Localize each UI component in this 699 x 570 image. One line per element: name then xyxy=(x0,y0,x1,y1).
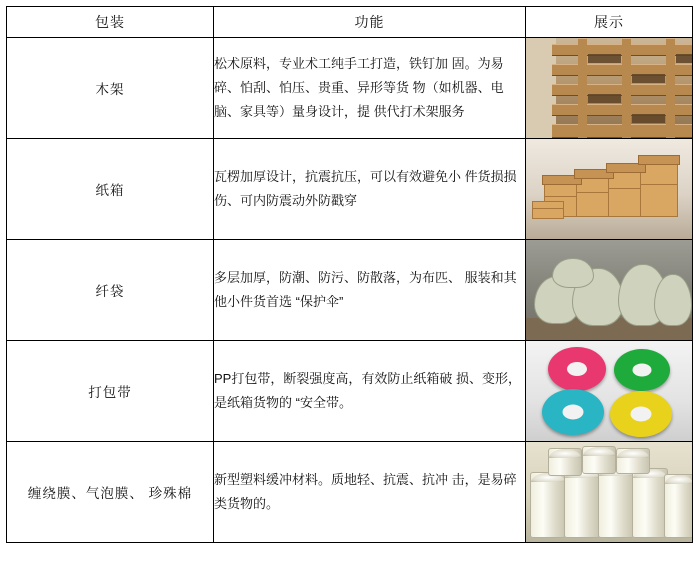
cell-packaging-name: 纸箱 xyxy=(7,139,214,240)
cell-display-image xyxy=(526,240,693,341)
stretch-film-photo xyxy=(526,442,692,542)
cell-function-text: PP打包带，断裂强度高，有效防止纸箱破 损、变形，是纸箱货物的 “安全带。 xyxy=(214,341,526,442)
cell-function-text: 多层加厚，防潮、防污、防散落，为布匹、 服装和其他小件货首选 “保护伞” xyxy=(214,240,526,341)
strapping-roll-photo xyxy=(526,341,692,441)
cell-display-image xyxy=(526,442,693,543)
column-header-function: 功能 xyxy=(214,7,526,38)
cell-packaging-name: 木架 xyxy=(7,38,214,139)
cell-display-image xyxy=(526,139,693,240)
wooden-crate-photo xyxy=(526,38,692,138)
table-row xyxy=(7,341,693,442)
cell-display-image xyxy=(526,341,693,442)
table-row xyxy=(7,442,693,543)
packaging-table xyxy=(6,6,693,543)
cell-packaging-name: 缠绕膜、气泡膜、 珍殊棉 xyxy=(7,442,214,543)
cell-packaging-name: 纤袋 xyxy=(7,240,214,341)
table-row xyxy=(7,139,693,240)
column-header-packaging: 包装 xyxy=(7,7,214,38)
cell-display-image xyxy=(526,38,693,139)
table-row xyxy=(7,240,693,341)
table-header-row xyxy=(7,7,693,38)
carton-box-photo xyxy=(526,139,692,239)
cell-packaging-name: 打包带 xyxy=(7,341,214,442)
woven-bag-photo xyxy=(526,240,692,340)
column-header-display: 展示 xyxy=(526,7,693,38)
cell-function-text: 瓦楞加厚设计，抗震抗压，可以有效避免小 件货损损伤、可内防震动外防戳穿 xyxy=(214,139,526,240)
cell-function-text: 松术原料，专业术工纯手工打造，铁钉加 固。为易碎、怕刮、怕压、贵重、异形等货 物（如机器、电脑、家具等）量身设计，提 供代打术架服务 xyxy=(214,38,526,139)
cell-function-text: 新型塑料缓冲材料。质地轻、抗震、抗冲 击，是易碎类货物的。 xyxy=(214,442,526,543)
table-row xyxy=(7,38,693,139)
